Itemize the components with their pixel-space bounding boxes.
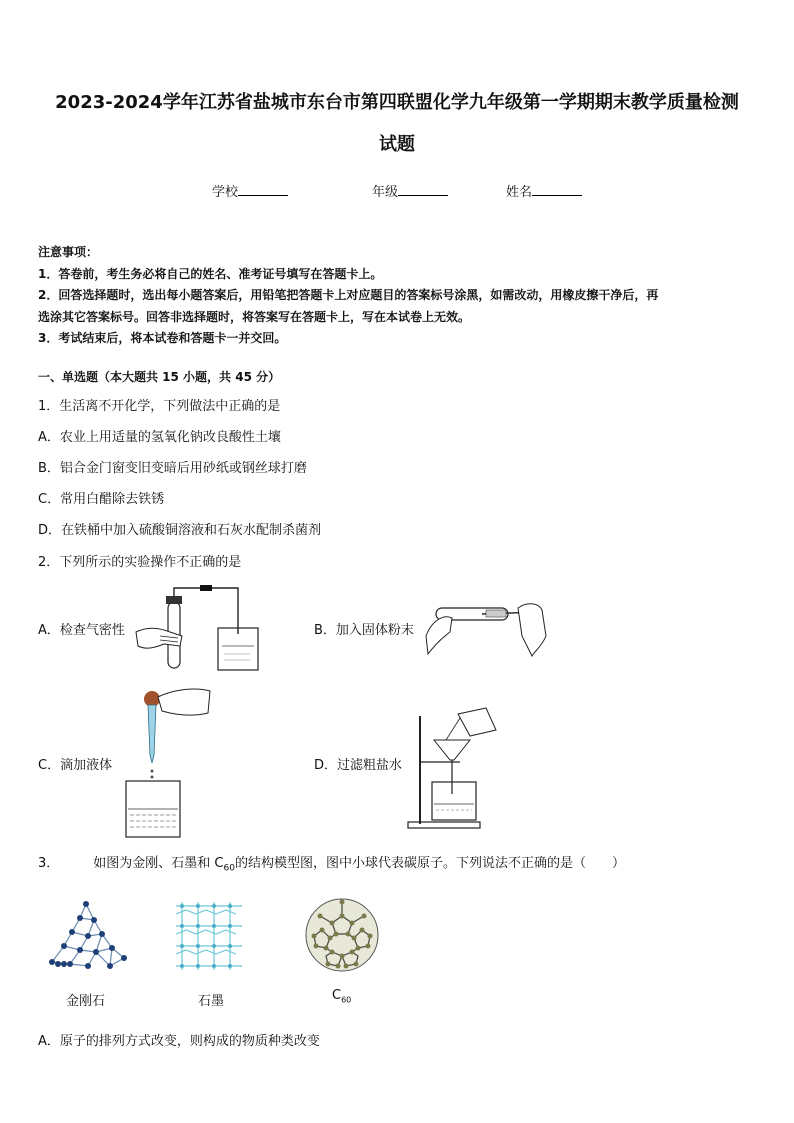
q1-option-b: B．铝合金门窗变旧变暗后用砂纸或钢丝球打磨 bbox=[38, 461, 307, 476]
c60-caption-subscript: 60 bbox=[341, 995, 352, 1005]
q2-option-a: A．检查气密性 bbox=[38, 623, 125, 638]
section-heading: 一、单选题（本大题共 15 小题，共 45 分） bbox=[38, 370, 281, 384]
q3-stem bbox=[38, 852, 625, 874]
q3-option-a: A．原子的排列方式改变，则构成的物质种类改变 bbox=[38, 1034, 320, 1049]
notes-item: 2．回答选择题时，选出每小题答案后，用铅笔把答题卡上对应题目的答案标号涂黑，如需改动，用橡皮擦干净后，再 bbox=[38, 288, 659, 302]
c60-model-figure bbox=[300, 894, 384, 976]
dropping-liquid-figure bbox=[122, 683, 214, 839]
q1-stem: 1．生活离不开化学，下列做法中正确的是 bbox=[38, 399, 281, 414]
c60-caption-letter: C bbox=[332, 988, 342, 1003]
name-blank bbox=[532, 183, 582, 196]
c60-caption bbox=[332, 988, 351, 1005]
graphite-caption: 石墨 bbox=[198, 994, 225, 1009]
q2-option-c: C．滴加液体 bbox=[38, 758, 113, 773]
q3-stem-text-b: 的结构模型图，图中小球代表碳原子。下列说法不正确的是（ ） bbox=[234, 856, 625, 871]
q2-option-b: B．加入固体粉末 bbox=[314, 623, 414, 638]
grade-label: 年级 bbox=[372, 185, 399, 200]
notes-block bbox=[38, 242, 758, 350]
notes-item: 选涂其它答案标号。回答非选择题时，将答案写在答题卡上，写在本试卷上无效。 bbox=[38, 309, 471, 324]
q3-subscript: 60 bbox=[223, 863, 235, 874]
q1-option-d: D．在铁桶中加入硫酸铜溶液和石灰水配制杀菌剂 bbox=[38, 523, 322, 538]
airtightness-check-figure bbox=[130, 584, 260, 674]
grade-blank bbox=[398, 183, 448, 196]
q1-option-a: A．农业上用适量的氢氧化钠改良酸性土壤 bbox=[38, 430, 281, 445]
q3-number: 3． bbox=[38, 856, 60, 871]
grade-field bbox=[372, 181, 448, 200]
exam-title-line1: 2023-2024学年江苏省盐城市东台市第四联盟化学九年级第一学期期末教学质量检测 bbox=[55, 92, 739, 113]
name-field bbox=[506, 181, 582, 200]
school-label: 学校 bbox=[212, 185, 239, 200]
notes-item: 3．考试结束后，将本试卷和答题卡一并交回。 bbox=[38, 331, 287, 345]
filtering-figure bbox=[404, 706, 500, 832]
q1-option-c: C．常用白醋除去铁锈 bbox=[38, 492, 165, 507]
school-blank bbox=[238, 183, 288, 196]
notes-heading: 注意事项： bbox=[38, 245, 99, 259]
q2-stem: 2．下列所示的实验操作不正确的是 bbox=[38, 555, 242, 570]
adding-powder-figure bbox=[422, 596, 552, 658]
diamond-caption: 金刚石 bbox=[66, 994, 106, 1009]
graphite-model-figure bbox=[168, 898, 250, 978]
notes-item: 1．答卷前，考生务必将自己的姓名、准考证号填写在答题卡上。 bbox=[38, 266, 383, 281]
exam-title-line2: 试题 bbox=[379, 134, 415, 155]
name-label: 姓名 bbox=[506, 185, 533, 200]
school-field bbox=[212, 181, 288, 200]
diamond-model-figure bbox=[44, 896, 136, 976]
q2-option-d: D．过滤粗盐水 bbox=[314, 758, 403, 773]
q3-stem-text-a: 如图为金刚、石墨和 C bbox=[93, 856, 224, 871]
